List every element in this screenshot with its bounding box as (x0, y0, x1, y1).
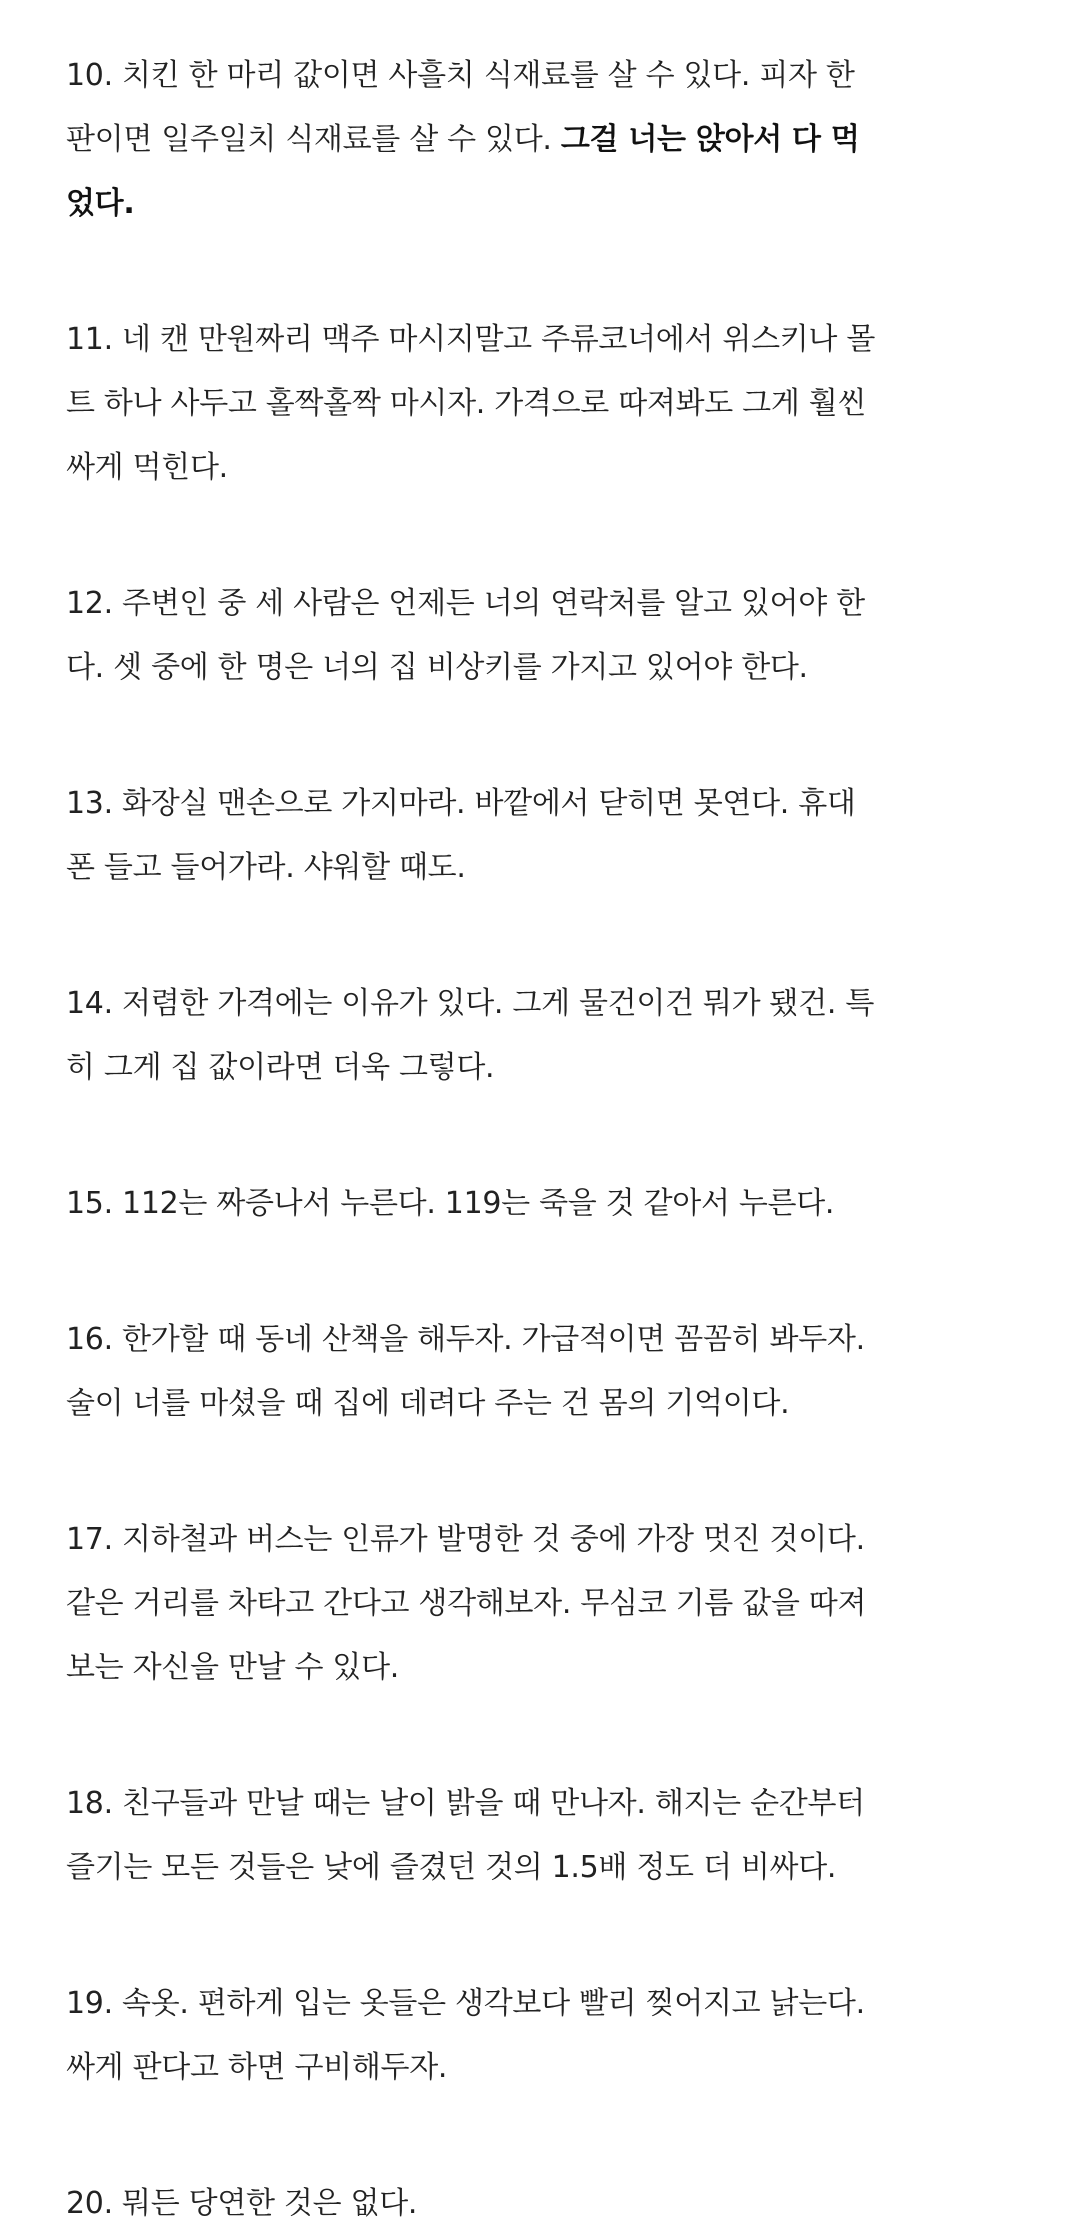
list-item (66, 2172, 1028, 2236)
text-line (66, 1308, 1028, 1372)
text-line (66, 1572, 1028, 1636)
text-line (66, 1636, 1028, 1700)
body-text: 다. 셋 중에 한 명은 너의 집 비상키를 가지고 있어야 한다. (66, 650, 808, 685)
body-text: 20. 뭐든 당연한 것은 없다. (66, 2186, 418, 2221)
list-item (66, 1172, 1028, 1236)
list-item (66, 772, 1028, 900)
text-line (66, 1972, 1028, 2036)
body-text: 19. 속옷. 편하게 입는 옷들은 생각보다 빨리 찢어지고 낡는다. (66, 1986, 865, 2021)
body-text: 보는 자신을 만날 수 있다. (66, 1650, 399, 1685)
text-line (66, 836, 1028, 900)
body-text: 판이면 일주일치 식재료를 살 수 있다. (66, 122, 561, 157)
body-text: 술이 너를 마셨을 때 집에 데려다 주는 건 몸의 기억이다. (66, 1386, 790, 1421)
body-text: 히 그게 집 값이라면 더욱 그렇다. (66, 1050, 495, 1085)
list-item (66, 308, 1028, 500)
text-line (66, 308, 1028, 372)
text-line (66, 772, 1028, 836)
body-text: 싸게 먹힌다. (66, 450, 228, 485)
body-text: 17. 지하철과 버스는 인류가 발명한 것 중에 가장 멋진 것이다. (66, 1522, 865, 1557)
list-item (66, 1972, 1028, 2100)
text-line (66, 172, 1028, 236)
text-line (66, 1036, 1028, 1100)
body-text: 트 하나 사두고 홀짝홀짝 마시자. 가격으로 따져봐도 그게 훨씬 (66, 386, 867, 421)
text-line (66, 44, 1028, 108)
body-text: 즐기는 모든 것들은 낮에 즐겼던 것의 1.5배 정도 더 비싸다. (66, 1850, 837, 1885)
body-text: 12. 주변인 중 세 사람은 언제든 너의 연락처를 알고 있어야 한 (66, 586, 865, 621)
list-item (66, 1508, 1028, 1700)
text-line (66, 972, 1028, 1036)
text-line (66, 108, 1028, 172)
text-line (66, 636, 1028, 700)
list-item (66, 972, 1028, 1100)
emphasized-text: 었다. (66, 186, 135, 221)
list-item (66, 1308, 1028, 1436)
body-text: 10. 치킨 한 마리 값이면 사흘치 식재료를 살 수 있다. 피자 한 (66, 58, 855, 93)
text-line (66, 2172, 1028, 2236)
emphasized-text: 그걸 너는 앉아서 다 먹 (560, 122, 860, 157)
list-item (66, 572, 1028, 700)
text-line (66, 1172, 1028, 1236)
text-line (66, 1836, 1028, 1900)
body-text: 싸게 판다고 하면 구비해두자. (66, 2050, 448, 2085)
body-text: 14. 저렴한 가격에는 이유가 있다. 그게 물건이건 뭐가 됐건. 특 (66, 986, 875, 1021)
text-line (66, 1508, 1028, 1572)
body-text: 18. 친구들과 만날 때는 날이 밝을 때 만나자. 해지는 순간부터 (66, 1786, 865, 1821)
text-line (66, 2036, 1028, 2100)
text-line (66, 572, 1028, 636)
body-text: 같은 거리를 차타고 간다고 생각해보자. 무심코 기름 값을 따져 (66, 1586, 867, 1621)
text-line (66, 1772, 1028, 1836)
body-text: 13. 화장실 맨손으로 가지마라. 바깥에서 닫히면 못연다. 휴대 (66, 786, 856, 821)
list-item (66, 1772, 1028, 1900)
text-line (66, 436, 1028, 500)
body-text: 11. 네 캔 만원짜리 맥주 마시지말고 주류코너에서 위스키나 몰 (66, 322, 876, 357)
body-text: 폰 들고 들어가라. 샤워할 때도. (66, 850, 466, 885)
list-item (66, 44, 1028, 236)
text-line (66, 1372, 1028, 1436)
text-line (66, 372, 1028, 436)
body-text: 16. 한가할 때 동네 산책을 해두자. 가급적이면 꼼꼼히 봐두자. (66, 1322, 865, 1357)
body-text: 15. 112는 짜증나서 누른다. 119는 죽을 것 같아서 누른다. (66, 1186, 835, 1221)
